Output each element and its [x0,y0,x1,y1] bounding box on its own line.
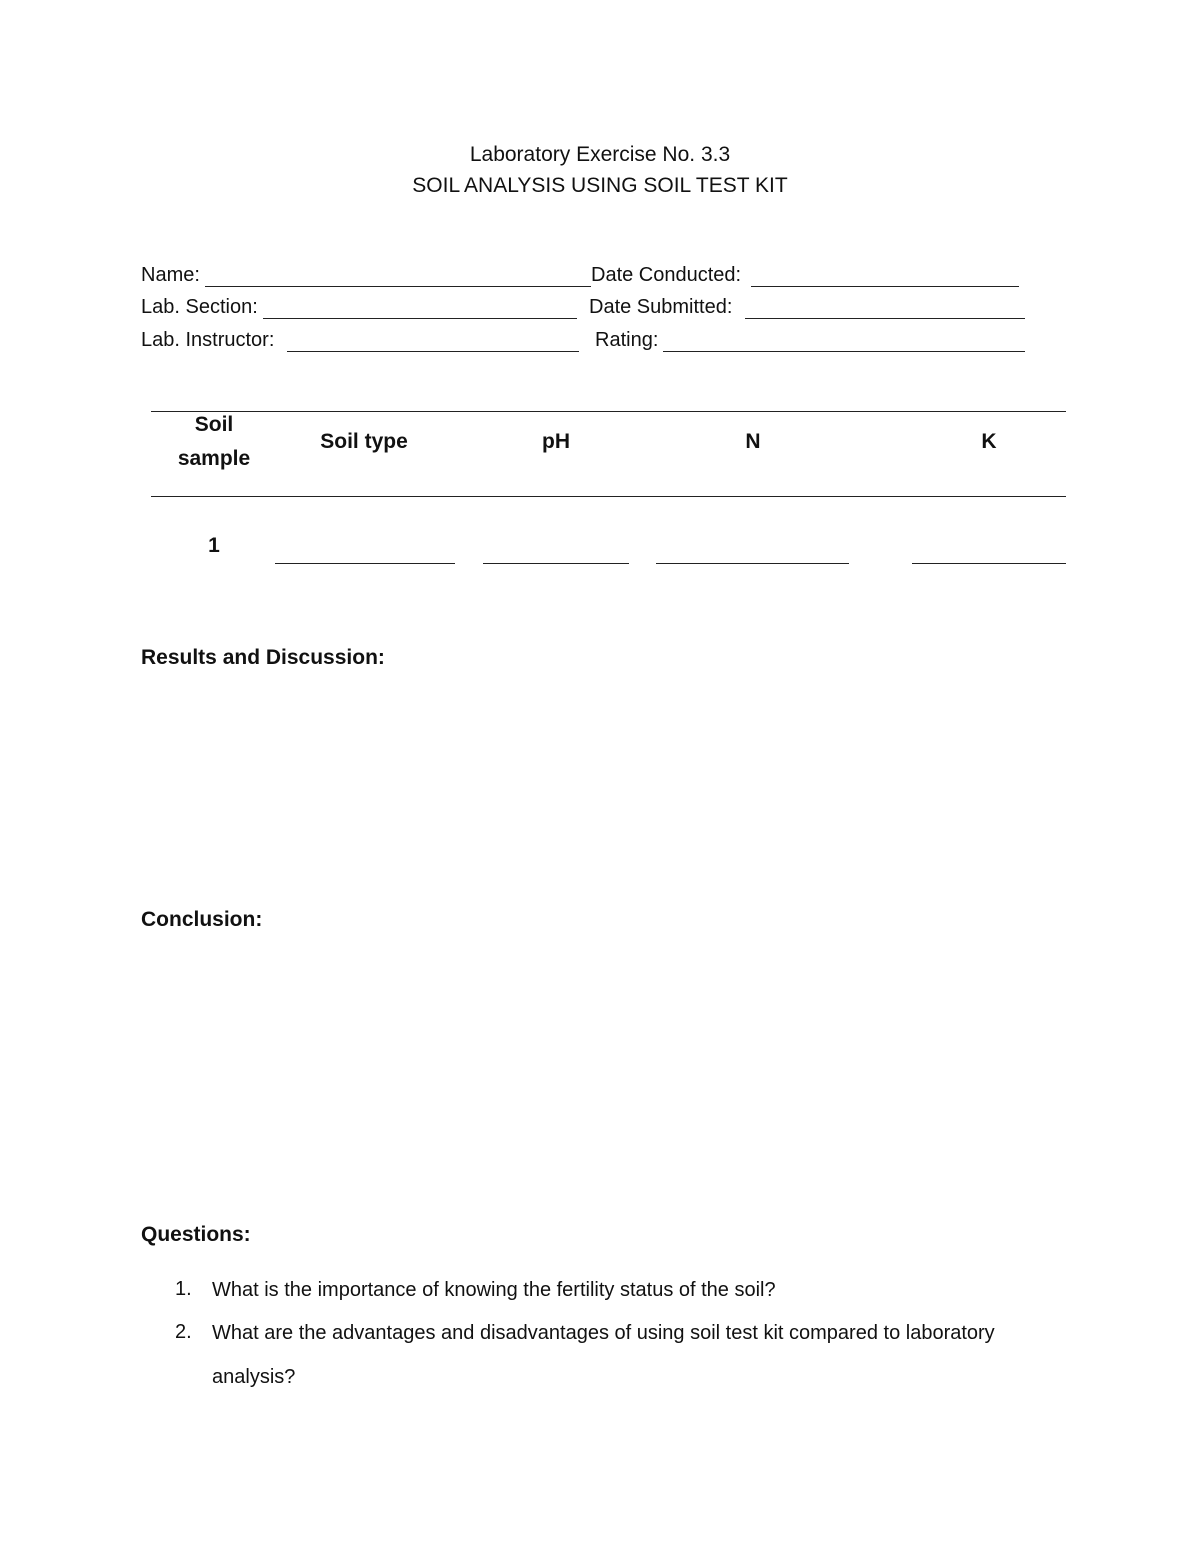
table-row-sample-number: 1 [208,534,220,557]
n-blank[interactable] [656,563,849,564]
lab-section-field[interactable] [263,318,577,319]
question-1-text: What is the importance of knowing the fertility status of the soil? [212,1279,776,1301]
page-subtitle: SOIL ANALYSIS USING SOIL TEST KIT [412,174,788,197]
header-ph: pH [542,430,570,453]
header-n: N [745,430,761,453]
soil-type-blank[interactable] [275,563,455,564]
date-submitted-field[interactable] [745,318,1025,319]
ph-blank[interactable] [483,563,629,564]
name-label: Name: [141,264,200,286]
results-discussion-heading: Results and Discussion: [141,646,385,669]
date-submitted-label: Date Submitted: [589,296,733,318]
header-soil-type: Soil type [320,430,408,453]
question-2-number: 2. [175,1321,192,1343]
name-field[interactable] [205,286,591,287]
info-row-section [141,296,1041,324]
date-conducted-field[interactable] [751,286,1019,287]
info-row-name [141,264,1041,292]
lab-instructor-field[interactable] [287,351,579,352]
date-conducted-label: Date Conducted: [591,264,742,286]
question-1-number: 1. [175,1278,192,1300]
table-header-rule [151,496,1066,497]
info-row-instructor [141,329,1041,357]
lab-section-label: Lab. Section: [141,296,258,318]
header-k: K [981,430,997,453]
lab-instructor-label: Lab. Instructor: [141,329,275,351]
conclusion-heading: Conclusion: [141,908,263,931]
rating-field[interactable] [663,351,1025,352]
question-2-text: What are the advantages and disadvantages of using soil test kit compared to laboratory analysis? [212,1322,995,1388]
questions-heading: Questions: [141,1223,251,1246]
table-top-rule [151,411,1066,412]
rating-label: Rating: [595,329,659,351]
page-title: Laboratory Exercise No. 3.3 [469,143,731,166]
header-soil-sample-line2: sample [177,447,251,470]
header-soil-sample-line1: Soil [194,413,234,436]
k-blank[interactable] [912,563,1066,564]
